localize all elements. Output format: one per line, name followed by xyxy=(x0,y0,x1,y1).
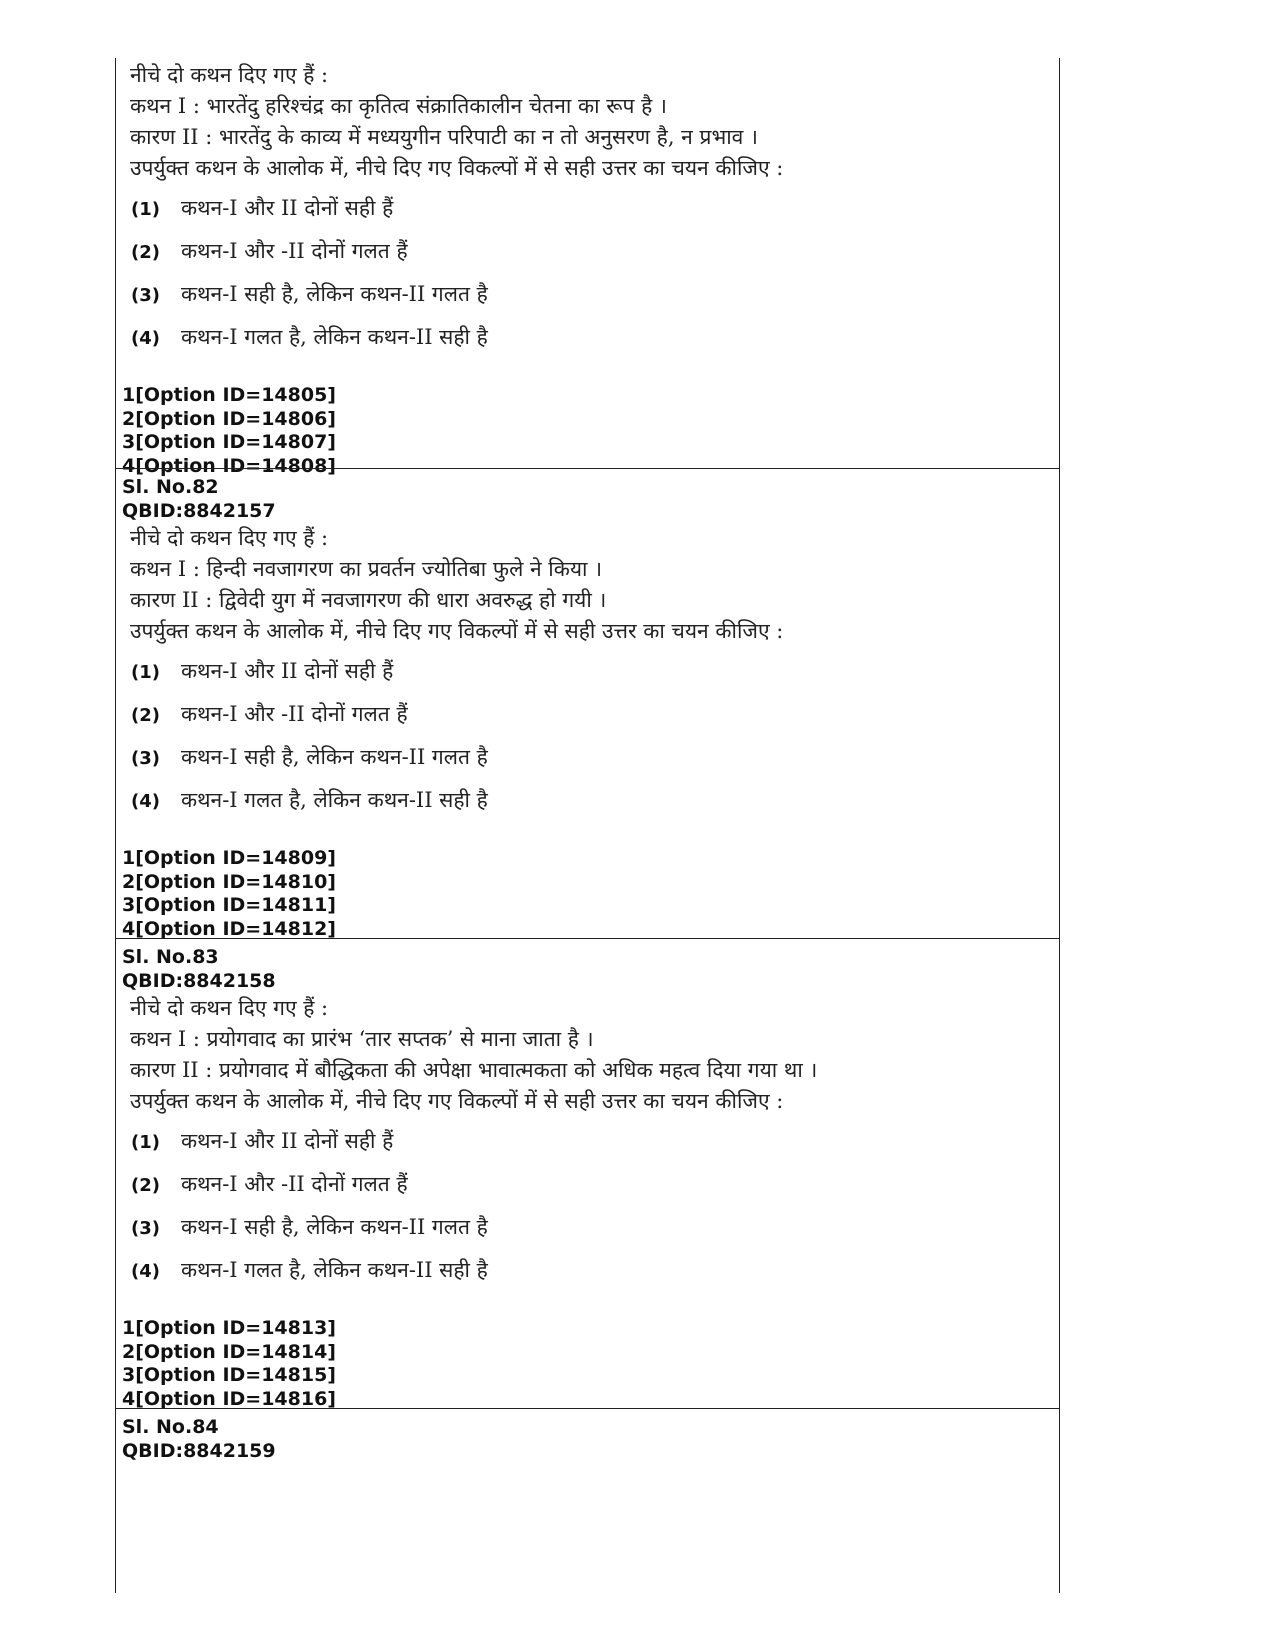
option-text: कथन-I और II दोनों सही हैं xyxy=(181,659,394,683)
stem-line: उपर्युक्त कथन के आलोक में, नीचे दिए गए विकल्पों में से सही उत्तर का चयन कीजिए : xyxy=(130,619,784,643)
option-text: कथन-I सही है, लेकिन कथन-II गलत है xyxy=(181,745,488,769)
option-id: 3[Option ID=14811] xyxy=(122,894,336,916)
option xyxy=(131,1170,1059,1213)
qbid: QBID:8842159 xyxy=(122,1439,276,1462)
section-divider xyxy=(116,938,1059,939)
option-number: (4) xyxy=(131,1261,160,1282)
option xyxy=(131,743,1059,786)
option-text: कथन-I और II दोनों सही हैं xyxy=(181,196,394,220)
option-id: 2[Option ID=14806] xyxy=(122,407,336,430)
option-text: कथन-I और -II दोनों गलत हैं xyxy=(181,239,408,263)
stem-line: कथन I : हिन्दी नवजागरण का प्रवर्तन ज्योतिबा फुले ने किया । xyxy=(130,557,603,581)
question-84 xyxy=(116,1416,1059,1463)
option-id: 2[Option ID=14814] xyxy=(122,1340,336,1363)
option-text: कथन-I गलत है, लेकिन कथन-II सही है xyxy=(181,325,488,349)
option-text: कथन-I और -II दोनों गलत हैं xyxy=(181,702,408,726)
option-text: कथन-I और -II दोनों गलत हैं xyxy=(181,1172,408,1196)
question-81 xyxy=(116,60,1059,478)
serial-number: Sl. No.83 xyxy=(122,946,219,968)
option xyxy=(131,1127,1059,1170)
option-id: 4[Option ID=14816] xyxy=(122,1387,336,1410)
stem-line: कारण II : प्रयोगवाद में बौद्धिकता की अपेक्षा भावात्मकता को अधिक महत्व दिया गया था । xyxy=(130,1058,818,1082)
option-id: 2[Option ID=14810] xyxy=(122,870,336,893)
option-id-list xyxy=(122,847,1059,941)
option-number: (1) xyxy=(131,1132,160,1153)
option-id: 4[Option ID=14812] xyxy=(122,917,336,940)
option-id: 4[Option ID=14808] xyxy=(122,454,336,477)
section-divider xyxy=(116,1408,1059,1409)
serial-number: Sl. No.84 xyxy=(122,1416,219,1438)
qbid: QBID:8842158 xyxy=(122,969,276,992)
option-number: (1) xyxy=(131,199,160,220)
option-number: (4) xyxy=(131,328,160,349)
serial-number: Sl. No.82 xyxy=(122,476,219,498)
option-text: कथन-I गलत है, लेकिन कथन-II सही है xyxy=(181,788,488,812)
option-number: (2) xyxy=(131,705,160,726)
option-number: (3) xyxy=(131,285,160,306)
question-stem xyxy=(122,993,1059,1117)
qbid: QBID:8842157 xyxy=(122,499,276,522)
option xyxy=(131,786,1059,829)
question-sheet xyxy=(115,58,1060,1593)
section-divider xyxy=(116,468,1059,469)
option xyxy=(131,700,1059,743)
option-id: 1[Option ID=14805] xyxy=(122,384,336,406)
option xyxy=(131,280,1059,323)
option-id-list xyxy=(122,1317,1059,1411)
option-number: (2) xyxy=(131,1175,160,1196)
option-text: कथन-I सही है, लेकिन कथन-II गलत है xyxy=(181,1215,488,1239)
stem-line: नीचे दो कथन दिए गए हैं : xyxy=(130,63,329,87)
option-id: 1[Option ID=14809] xyxy=(122,847,336,869)
option-id: 3[Option ID=14815] xyxy=(122,1364,336,1386)
question-stem xyxy=(122,60,1059,184)
option-number: (1) xyxy=(131,662,160,683)
option-id-list xyxy=(122,384,1059,478)
stem-line: उपर्युक्त कथन के आलोक में, नीचे दिए गए विकल्पों में से सही उत्तर का चयन कीजिए : xyxy=(130,156,784,180)
question-82 xyxy=(116,476,1059,941)
stem-line: कथन I : प्रयोगवाद का प्रारंभ ‘तार सप्तक’ से माना जाता है । xyxy=(130,1027,594,1051)
option-number: (3) xyxy=(131,748,160,769)
option-number: (4) xyxy=(131,791,160,812)
option xyxy=(131,237,1059,280)
question-83 xyxy=(116,946,1059,1411)
stem-line: कारण II : भारतेंदु के काव्य में मध्ययुगीन परिपाटी का न तो अनुसरण है, न प्रभाव । xyxy=(130,125,758,149)
option xyxy=(131,1256,1059,1299)
option xyxy=(131,657,1059,700)
option-text: कथन-I सही है, लेकिन कथन-II गलत है xyxy=(181,282,488,306)
stem-line: उपर्युक्त कथन के आलोक में, नीचे दिए गए विकल्पों में से सही उत्तर का चयन कीजिए : xyxy=(130,1089,784,1113)
option-number: (3) xyxy=(131,1218,160,1239)
option xyxy=(131,194,1059,237)
option-id: 1[Option ID=14813] xyxy=(122,1317,336,1339)
stem-line: कथन I : भारतेंदु हरिश्चंद्र का कृतित्व संक्रातिकालीन चेतना का रूप है । xyxy=(130,94,667,118)
option-number: (2) xyxy=(131,242,160,263)
option-text: कथन-I गलत है, लेकिन कथन-II सही है xyxy=(181,1258,488,1282)
option xyxy=(131,323,1059,366)
question-stem xyxy=(122,523,1059,647)
stem-line: नीचे दो कथन दिए गए हैं : xyxy=(130,526,329,550)
stem-line: कारण II : द्विवेदी युग में नवजागरण की धारा अवरुद्ध हो गयी । xyxy=(130,588,607,612)
option xyxy=(131,1213,1059,1256)
stem-line: नीचे दो कथन दिए गए हैं : xyxy=(130,996,329,1020)
option-id: 3[Option ID=14807] xyxy=(122,431,336,453)
option-text: कथन-I और II दोनों सही हैं xyxy=(181,1129,394,1153)
